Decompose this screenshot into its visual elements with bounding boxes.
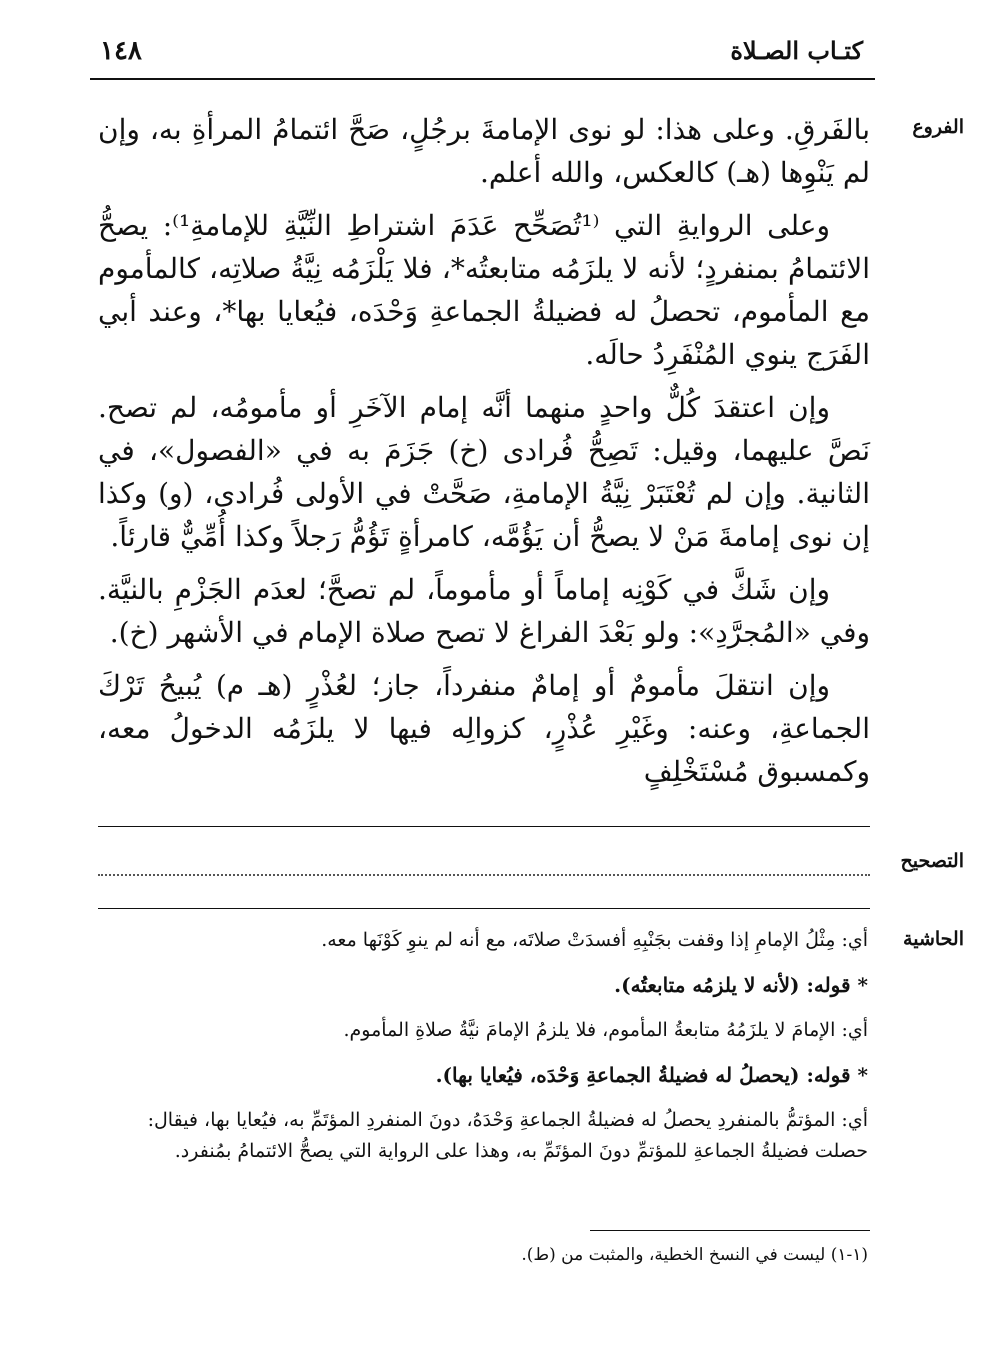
main-end-rule	[98, 826, 870, 827]
footnote-rule	[590, 1230, 870, 1231]
running-title: كتـاب الصـلاة	[730, 36, 863, 65]
hashia-line	[98, 1105, 868, 1167]
page-number: ١٤٨	[100, 36, 142, 66]
page-header	[90, 30, 875, 80]
hashia-line: أي: مِثْلُ الإمامِ إذا وقفت بجَنْبِهِ أفسدَتْ صلاتَه، مع أنه لم ينوِ كَوْنَها معه.	[321, 929, 868, 951]
hashia-top-rule	[98, 908, 870, 909]
hashia-line-part: حصلت فضيلةُ الجماعةِ للمؤتمِّ دونَ المؤتَمِّ به، وهذا على الرواية التي يصحُّ الائتمامُ بمُنفرد.	[174, 1140, 868, 1162]
main-paragraph: وإن انتقلَ مأمومٌ أو إمامٌ منفرداً، جاز؛ لعُذْرٍ (هـ م) يُبيحُ تَرْكَ الجماعةِ، وعنه: وغَيْرِ عُذْرٍ، كزوالِه فيها لا يلزَمُه الدخولُ معه، وكمسبوق مُسْتَخْلِفٍ	[98, 669, 870, 788]
main-paragraph: وإن اعتقدَ كُلٌّ واحدٍ منهما أنَّه إمام الآخَرِ أو مأمومُه، لم تصح. نَصَّ عليهما، وقيل: تَصِحُّ فُرادى (خ) جَزَمَ به في «الفصول»، في الثانية. وإن لم تُعْتَبَرْ نِيَّةُ الإمامةِ، صَحَّتْ في الأولى فُرادى، (و) وكذا إن نوى إمامةَ مَنْ لا يصحُّ أن يَؤُمَّه، كامرأةٍ تَؤُمُّ رَجلاً وكذا أُمِّيٌّ قارئاً.	[98, 391, 870, 553]
tashih-dotted-line	[98, 874, 870, 876]
hashia-quote: * قوله: (لأنه لا يلزمُه متابعتُه).	[614, 973, 868, 997]
main-paragraph: وإن شَكَّ في كَوْنِه إماماً أو مأموماً، لم تصحَّ؛ لعدَم الجَزْمِ بالنيَّة. وفي «المُجرَّدِ»: ولو بَعْدَ الفراغ لا تصح صلاة الإمام في الأشهر (خ).	[98, 573, 870, 649]
footnote: (١-١) ليست في النسخ الخطية، والمثبت من (ط).	[521, 1245, 868, 1265]
main-text	[98, 108, 870, 803]
main-paragraph: وعلى الروايةِ التي ⁽¹تُصَحِّح عَدَمَ اشتراطِ النِّيَّةِ للإمامةِ¹⁾: يصحُّ الائتمامُ بمنفردٍ؛ لأنه لا يلزَمُه متابعتُه*، فلا يَلْزَمُه نِيَّةُ صلاتِه، كالمأموم مع المأموم، تحصلُ له فضيلةُ الجماعةِ وَحْدَه، فيُعايا بها*، وعند أبي الفَرَج ينوي المُنْفَرِدُ حالَه.	[98, 209, 870, 371]
hashia-line: أي: الإمامَ لا يلزَمُهُ متابعةُ المأموم، فلا يلزمُ الإمامَ نيَّةُ صلاةِ المأموم.	[343, 1019, 868, 1041]
label-furu: الفروع	[912, 116, 964, 138]
label-hashia: الحاشية	[903, 928, 964, 950]
hashia-text	[98, 925, 868, 1181]
main-paragraph: بالفَرقِ. وعلى هذا: لو نوى الإمامةَ برجُلٍ، صَحَّ ائتمامُ المرأةِ به، وإن لم يَنْوِها (هـ) كالعكس، والله أعلم.	[98, 113, 870, 189]
hashia-line-part: أي: المؤتمُّ بالمنفردِ يحصلُ له فضيلةُ الجماعةِ وَحْدَهُ، دونَ المنفردِ المؤتَمِّ به، فيُعايا بها، فيقال:	[147, 1109, 868, 1131]
label-tashih: التصحيح	[900, 850, 964, 872]
hashia-quote: * قوله: (يحصلُ له فضيلةُ الجماعةِ وَحْدَه، فيُعايا بها).	[435, 1063, 868, 1087]
